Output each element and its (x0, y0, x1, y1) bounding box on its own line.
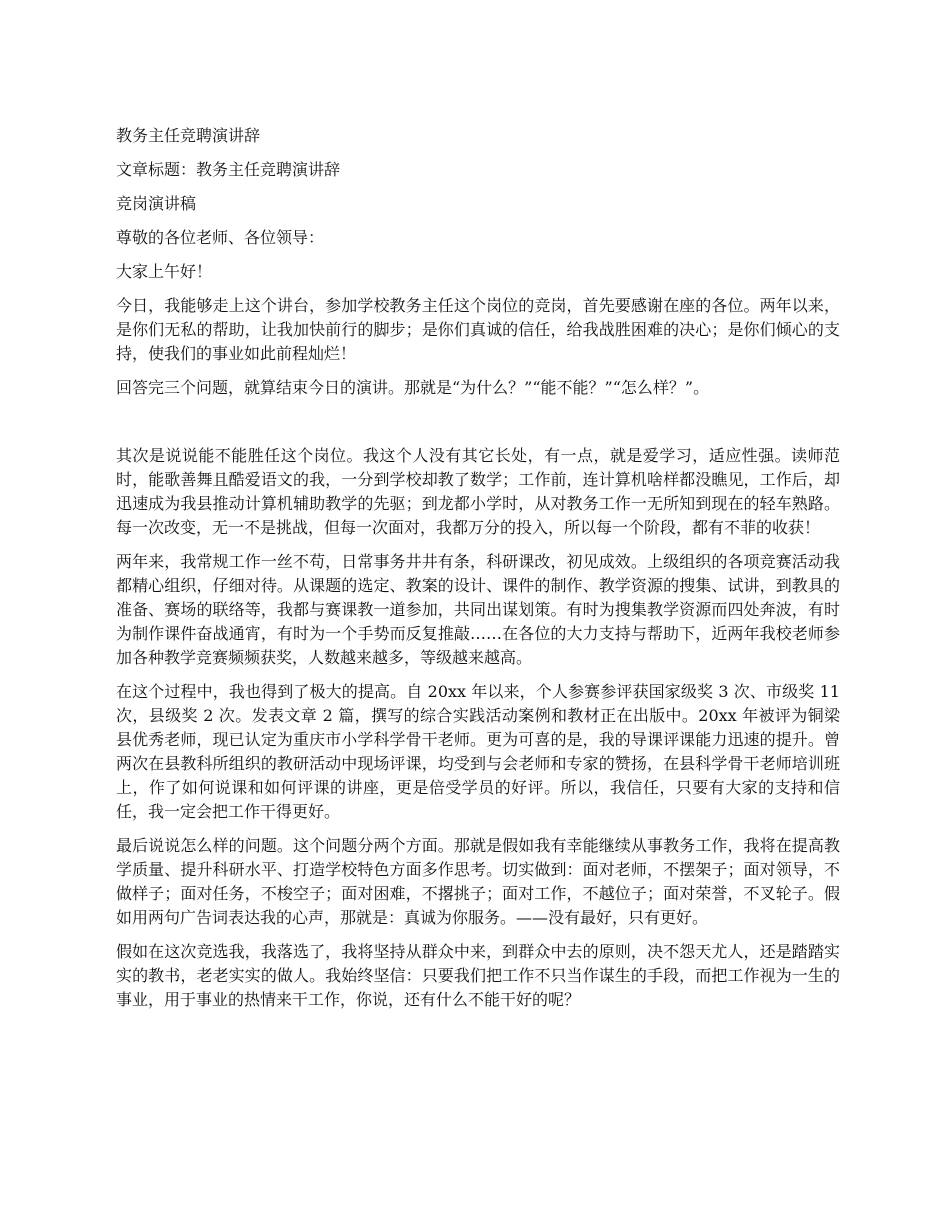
paragraph-closing: 假如在这次竞选我，我落选了，我将坚持从群众中来，到群众中去的原则，决不怨天尤人，还是踏踏实实的教书，老老实实的做人。我始终坚信：只要我们把工作不只当作谋生的手段，而把工作视为一生的事业，用于事业的热情来干工作，你说，还有什么不能干好的呢？ (116, 942, 840, 1009)
salutation: 尊敬的各位老师、各位领导： (116, 228, 325, 247)
paragraph-achievements: 在这个过程中，我也得到了极大的提高。自 20xx 年以来，个人参赛参评获国家级奖 3 次、市级奖 11 次，县级奖 2 次。发表文章 2 篇，撰写的综合实践活动案例和教材正在出版中。20xx 年被评为铜梁县优秀老师，现已认定为重庆市小学科学骨干老师。更为可喜的是，我的导课评课能力迅速的提升。曾两次在县教科所组织的教研活动中现场评课，均受到与会老师和专家的赞扬，在县科学骨干老师培训班上，作了如何说课和如何评课的讲座，更是倍受学员的好评。所以，我信任，只要有大家的支持和信任，我一定会把工作干得更好。 (116, 682, 840, 821)
paragraph-plans: 最后说说怎么样的问题。这个问题分两个方面。那就是假如我有幸能继续从事教务工作，我将在提高教学质量、提升科研水平、打造学校特色方面多作思考。切实做到：面对老师，不摆架子；面对领导，不做样子；面对任务，不梭空子；面对困难，不撂挑子；面对工作，不越位子；面对荣誉，不叉轮子。假如用两句广告词表达我的心声，那就是：真诚为你服务。——没有最好，只有更好。 (116, 836, 840, 927)
paragraph-questions: 回答完三个问题，就算结束今日的演讲。那就是“为什么？”“能不能？”“怎么样？”。 (116, 378, 710, 397)
paragraph-intro: 今日，我能够走上这个讲台，参加学校教务主任这个岗位的竞岗，首先要感谢在座的各位。两年以来，是你们无私的帮助，让我加快前行的脚步；是你们真诚的信任，给我战胜困难的决心；是你们倾心的支持，使我们的事业如此前程灿烂！ (116, 296, 840, 363)
article-title: 文章标题：教务主任竞聘演讲辞 (116, 160, 341, 179)
blank-gap (116, 410, 840, 444)
category-label: 竞岗演讲稿 (116, 194, 197, 213)
document-page (116, 124, 840, 1022)
greeting: 大家上午好！ (116, 262, 213, 281)
paragraph-work-record: 两年来，我常规工作一丝不苟，日常事务井井有条，科研课改，初见成效。上级组织的各项竞赛活动我都精心组织，仔细对待。从课题的选定、教案的设计、课件的制作、教学资源的搜集、试讲，到教具的准备、赛场的联络等，我都与赛课教一道参加，共同出谋划策。有时为搜集教学资源而四处奔波，有时为制作课件奋战通宵，有时为一个手势而反复推敲……在各位的大力支持与帮助下，近两年我校老师参加各种教学竞赛频频获奖，人数越来越多，等级越来越高。 (116, 552, 840, 667)
document-title: 教务主任竞聘演讲辞 (116, 126, 261, 145)
paragraph-competence: 其次是说说能不能胜任这个岗位。我这个人没有其它长处，有一点，就是爱学习，适应性强。读师范时，能歌善舞且酷爱语文的我，一分到学校却教了数学；工作前，连计算机啥样都没瞧见，工作后，却迅速成为我县推动计算机辅助教学的先驱；到龙都小学时，从对教务工作一无所知到现在的轻车熟路。每一次改变，无一不是挑战，但每一次面对，我都万分的投入，所以每一个阶段，都有不菲的收获！ (116, 446, 840, 537)
